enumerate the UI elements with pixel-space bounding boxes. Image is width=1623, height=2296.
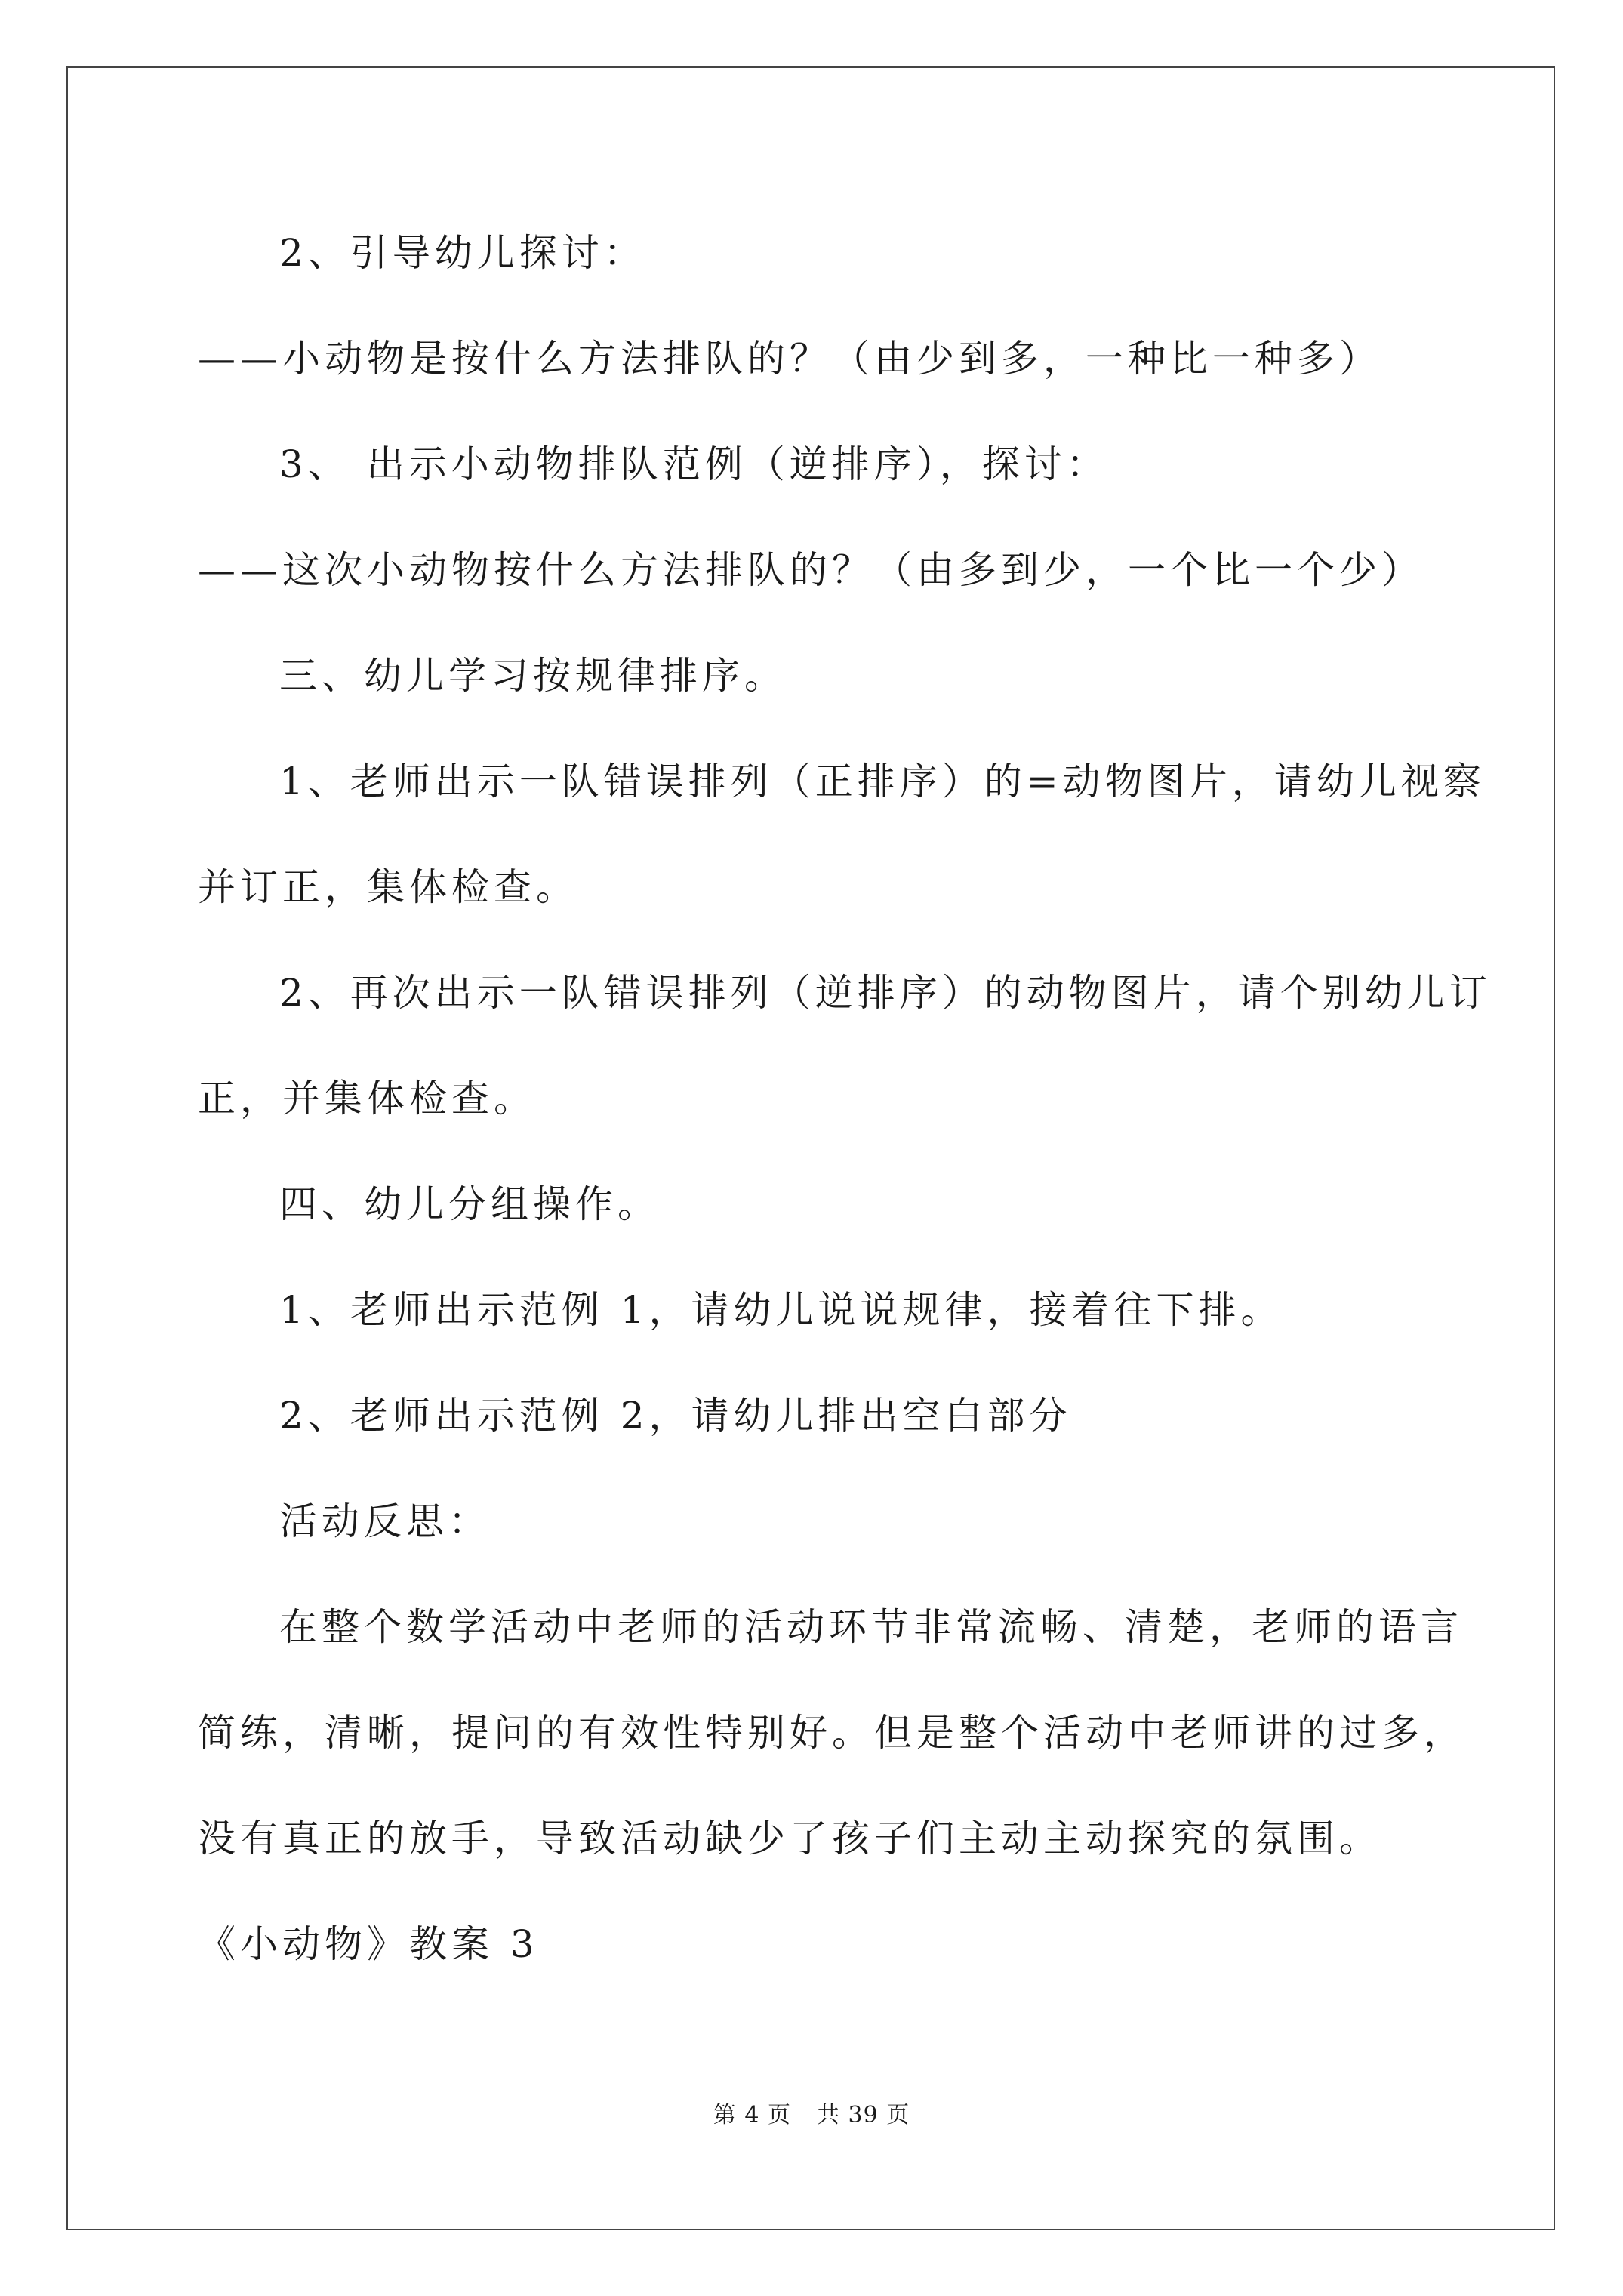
- page-total: 共 39 页: [816, 2102, 910, 2128]
- paragraph-line: ——小动物是按什么方法排队的？（由少到多，一种比一种多）: [198, 337, 1381, 381]
- paragraph-line: 在整个数学活动中老师的活动环节非常流畅、清楚，老师的语言: [279, 1605, 1463, 1649]
- page-number: 第 4 页: [713, 2102, 791, 2128]
- section-heading: 四、幼儿分组操作。: [279, 1182, 660, 1226]
- paragraph-line: 简练，清晰，提问的有效性特别好。但是整个活动中老师讲的过多，: [198, 1711, 1466, 1755]
- document-title: 《小动物》教案 3: [198, 1922, 539, 1966]
- paragraph-line: 1、老师出示一队错误排列（正排序）的=动物图片，请幼儿视察: [279, 760, 1486, 803]
- paragraph-line: 2、引导幼儿探讨：: [279, 231, 646, 275]
- section-heading: 活动反思：: [279, 1499, 491, 1543]
- page-footer: [0, 2100, 1623, 2131]
- paragraph-line: 正，并集体检查。: [198, 1077, 536, 1120]
- paragraph-line: 2、再次出示一队错误排列（逆排序）的动物图片，请个别幼儿订: [279, 971, 1492, 1015]
- paragraph-line: 并订正，集体检查。: [198, 865, 578, 909]
- paragraph-line: 3、 出示小动物排队范例（逆排序），探讨：: [279, 442, 1109, 486]
- paragraph-line: 没有真正的放手，导致活动缺少了孩子们主动主动探究的氛围。: [198, 1817, 1381, 1860]
- paragraph-line: 2、老师出示范例 2，请幼儿排出空白部分: [279, 1394, 1072, 1438]
- paragraph-line: 1、老师出示范例 1，请幼儿说说规律，接着往下排。: [279, 1288, 1283, 1332]
- section-heading: 三、幼儿学习按规律排序。: [279, 654, 787, 698]
- paragraph-line: ——这次小动物按什么方法排队的？（由多到少，一个比一个少）: [198, 548, 1424, 592]
